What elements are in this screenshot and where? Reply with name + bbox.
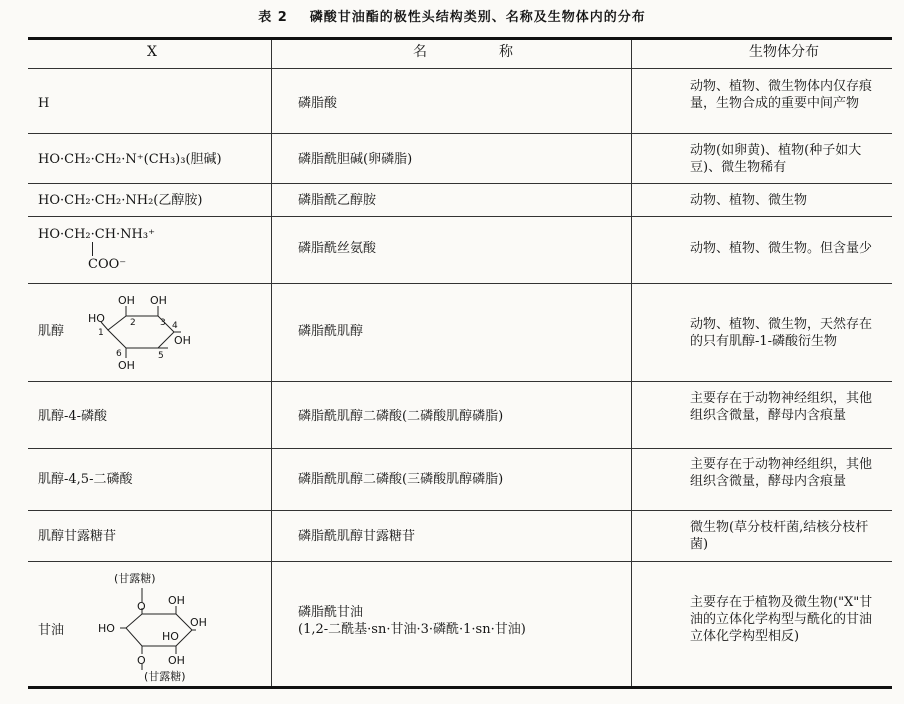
row-4-x-sub: COO⁻	[88, 257, 127, 272]
row-9-name: 磷脂酰甘油	[298, 605, 364, 620]
row-5-name: 磷脂酰肌醇	[298, 324, 364, 339]
svg-text:3: 3	[160, 318, 166, 328]
row-6-distribution: 主要存在于动物神经组织，其他组织含微量，酵母内含痕量	[690, 391, 873, 423]
row-5-distribution: 动物、植物、微生物，天然存在的只有肌醇-1-磷酸衍生物	[690, 317, 873, 349]
header-name: 名称	[413, 44, 585, 60]
row-1-x: H	[38, 96, 50, 111]
row-9-name-sub: (1,2-二酰基·sn·甘油·3·磷酰·1·sn·甘油)	[298, 622, 526, 637]
row-divider	[28, 183, 892, 184]
row-4-name: 磷脂酰丝氨酸	[298, 241, 377, 256]
row-7-name: 磷脂酰肌醇二磷酸(三磷酸肌醇磷脂)	[298, 472, 504, 487]
row-2-name: 磷脂酰胆碱(卵磷脂)	[298, 152, 413, 167]
row-2-x: HO·CH₂·CH₂·N⁺(CH₃)₃(胆碱)	[38, 152, 222, 167]
ho-label: HO	[88, 312, 105, 325]
sugar-label: (甘露糖)	[114, 572, 156, 585]
row-6-x: 肌醇-4-磷酸	[38, 409, 108, 424]
oh-label: OH	[118, 359, 135, 372]
row-9-x: 甘油	[38, 623, 65, 638]
table-number: 表 2	[258, 10, 288, 25]
row-1-distribution: 动物、植物、微生物体内仅存痕量，生物合成的重要中间产物	[690, 79, 873, 111]
row-9-distribution: 主要存在于植物及微生物("X"甘油的立体化学构型与酰化的甘油立体化学构型相反)	[690, 595, 873, 644]
row-5-x: 肌醇	[38, 324, 65, 339]
row-1-name: 磷脂酸	[298, 96, 338, 111]
oh-label: OH	[150, 294, 167, 307]
row-7-distribution: 主要存在于动物神经组织，其他组织含微量，酵母内含痕量	[690, 457, 873, 489]
row-7-x: 肌醇-4,5-二磷酸	[38, 472, 133, 487]
row-4-distribution: 动物、植物、微生物。但含量少	[690, 241, 873, 256]
row-divider	[28, 510, 892, 511]
oh-label: OH	[118, 294, 135, 307]
table-title: 磷酸甘油酯的极性头结构类别、名称及生物体内的分布	[309, 10, 646, 25]
bottom-rule	[28, 686, 892, 689]
svg-text:2: 2	[130, 318, 136, 328]
o-label: O	[137, 600, 146, 613]
header-x: X	[147, 44, 157, 60]
row-divider	[28, 381, 892, 382]
row-3-distribution: 动物、植物、微生物	[690, 193, 808, 208]
o-label: O	[137, 654, 146, 667]
ho-label: HO	[162, 630, 179, 643]
svg-text:4: 4	[172, 321, 178, 331]
serine-bond	[92, 242, 100, 256]
oh-label: OH	[190, 616, 207, 629]
row-divider	[28, 283, 892, 284]
top-rule	[28, 37, 892, 40]
header-distribution: 生物体分布	[749, 44, 819, 60]
row-3-x: HO·CH₂·CH₂·NH₂(乙醇胺)	[38, 193, 203, 208]
svg-text:6: 6	[116, 349, 122, 359]
row-4-x: HO·CH₂·CH·NH₃⁺	[38, 227, 155, 242]
glycosyl-inositol-structure-icon	[92, 566, 212, 684]
row-8-name: 磷脂酰肌醇甘露糖苷	[298, 529, 416, 544]
row-8-distribution: 微生物(草分枝杆菌,结核分枝杆菌)	[690, 520, 869, 552]
row-divider	[28, 216, 892, 217]
inositol-structure-icon	[86, 292, 196, 374]
row-6-name: 磷脂酰肌醇二磷酸(二磷酸肌醇磷脂)	[298, 409, 504, 424]
oh-label: OH	[174, 334, 191, 347]
row-divider	[28, 133, 892, 134]
row-divider	[28, 448, 892, 449]
oh-label: OH	[168, 594, 185, 607]
column-divider	[271, 40, 272, 686]
sugar-label: (甘露糖)	[144, 670, 186, 683]
row-8-x: 肌醇甘露糖苷	[38, 529, 117, 544]
header-divider	[28, 68, 892, 69]
row-2-distribution: 动物(如卵黄)、植物(种子如大豆)、微生物稀有	[690, 143, 862, 175]
column-divider	[631, 40, 632, 686]
oh-label: OH	[168, 654, 185, 667]
table-caption	[0, 6, 904, 25]
row-3-name: 磷脂酰乙醇胺	[298, 193, 377, 208]
svg-text:1: 1	[98, 328, 104, 338]
svg-text:5: 5	[158, 351, 164, 361]
row-divider	[28, 561, 892, 562]
ho-label: HO	[98, 622, 115, 635]
